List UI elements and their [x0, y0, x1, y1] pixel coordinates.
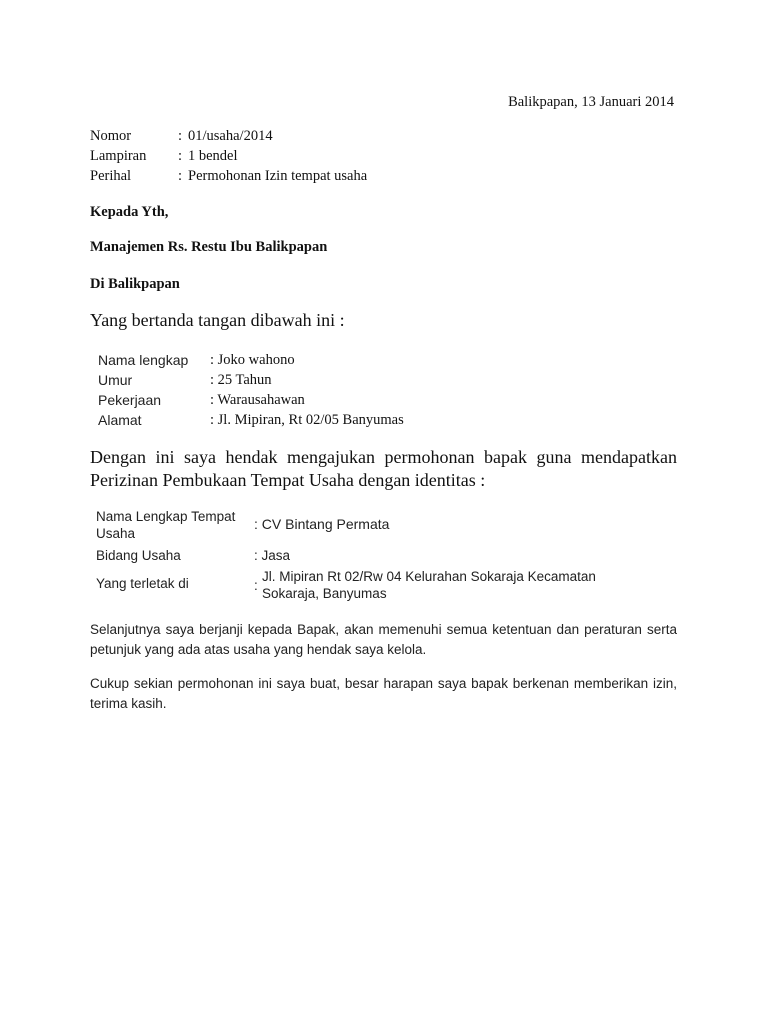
- business-row-name: [96, 508, 596, 542]
- business-value-line: Sokaraja, Banyumas: [262, 586, 387, 601]
- identity-row: [98, 370, 404, 390]
- meta-label: Nomor: [90, 128, 132, 144]
- meta-label: Lampiran: [90, 148, 147, 164]
- letter-date: Balikpapan, 13 Januari 2014: [508, 94, 674, 110]
- recipient-location: Di Balikpapan: [90, 276, 180, 292]
- business-value: [262, 568, 596, 602]
- identity-label: Alamat: [98, 412, 142, 428]
- request-paragraph: Dengan ini saya hendak mengajukan permohonan bapak guna mendapatkan Perizinan Pembukaan Tempat Usaha dengan identitas :: [90, 447, 677, 490]
- business-label: Yang terletak di: [96, 576, 189, 591]
- meta-value: 1 bendel: [188, 148, 238, 164]
- business-row-location: [96, 568, 596, 602]
- business-row-field: [96, 547, 596, 564]
- meta-value: Permohonan Izin tempat usaha: [188, 168, 368, 184]
- meta-row-perihal: [90, 166, 367, 186]
- meta-value: 01/usaha/2014: [188, 128, 273, 144]
- identity-value: : Joko wahono: [210, 352, 295, 368]
- body-paragraph-2: Cukup sekian permohonan ini saya buat, besar harapan saya bapak berkenan memberikan izin, terima kasih.: [90, 676, 677, 711]
- identity-value: : Jl. Mipiran, Rt 02/05 Banyumas: [210, 412, 404, 428]
- business-label: [96, 508, 254, 542]
- identity-value: : 25 Tahun: [210, 372, 272, 388]
- meta-row-lampiran: [90, 146, 367, 166]
- identity-row: [98, 410, 404, 430]
- meta-separator: :: [178, 168, 183, 184]
- meta-row-nomor: [90, 126, 367, 146]
- identity-table: [98, 350, 404, 430]
- meta-separator: :: [178, 148, 183, 164]
- intro-line: Yang bertanda tangan dibawah ini :: [90, 310, 345, 330]
- business-label: Bidang Usaha: [96, 548, 181, 563]
- identity-label: Umur: [98, 372, 133, 388]
- body-paragraph-1: Selanjutnya saya berjanji kepada Bapak, akan memenuhi semua ketentuan dan peraturan serta petunjuk yang ada atas usaha yang hendak saya kelola.: [90, 622, 677, 657]
- identity-label: Nama lengkap: [98, 352, 189, 368]
- recipient-salutation: Kepada Yth,: [90, 204, 169, 220]
- business-value: : CV Bintang Permata: [254, 516, 390, 532]
- business-value: : Jasa: [254, 548, 291, 563]
- business-label-line: Nama Lengkap Tempat: [96, 509, 236, 524]
- business-table: [96, 508, 596, 602]
- recipient-name: Manajemen Rs. Restu Ibu Balikpapan: [90, 239, 328, 255]
- meta-separator: :: [178, 128, 183, 144]
- business-value-line: Jl. Mipiran Rt 02/Rw 04 Kelurahan Sokaraja Kecamatan: [262, 569, 596, 584]
- identity-row: [98, 350, 404, 370]
- identity-row: [98, 390, 404, 410]
- business-label-line: Usaha: [96, 526, 136, 541]
- identity-label: Pekerjaan: [98, 392, 162, 408]
- letter-meta: [90, 126, 367, 186]
- identity-value: : Warausahawan: [210, 392, 305, 408]
- meta-label: Perihal: [90, 168, 132, 184]
- business-separator: :: [254, 578, 258, 593]
